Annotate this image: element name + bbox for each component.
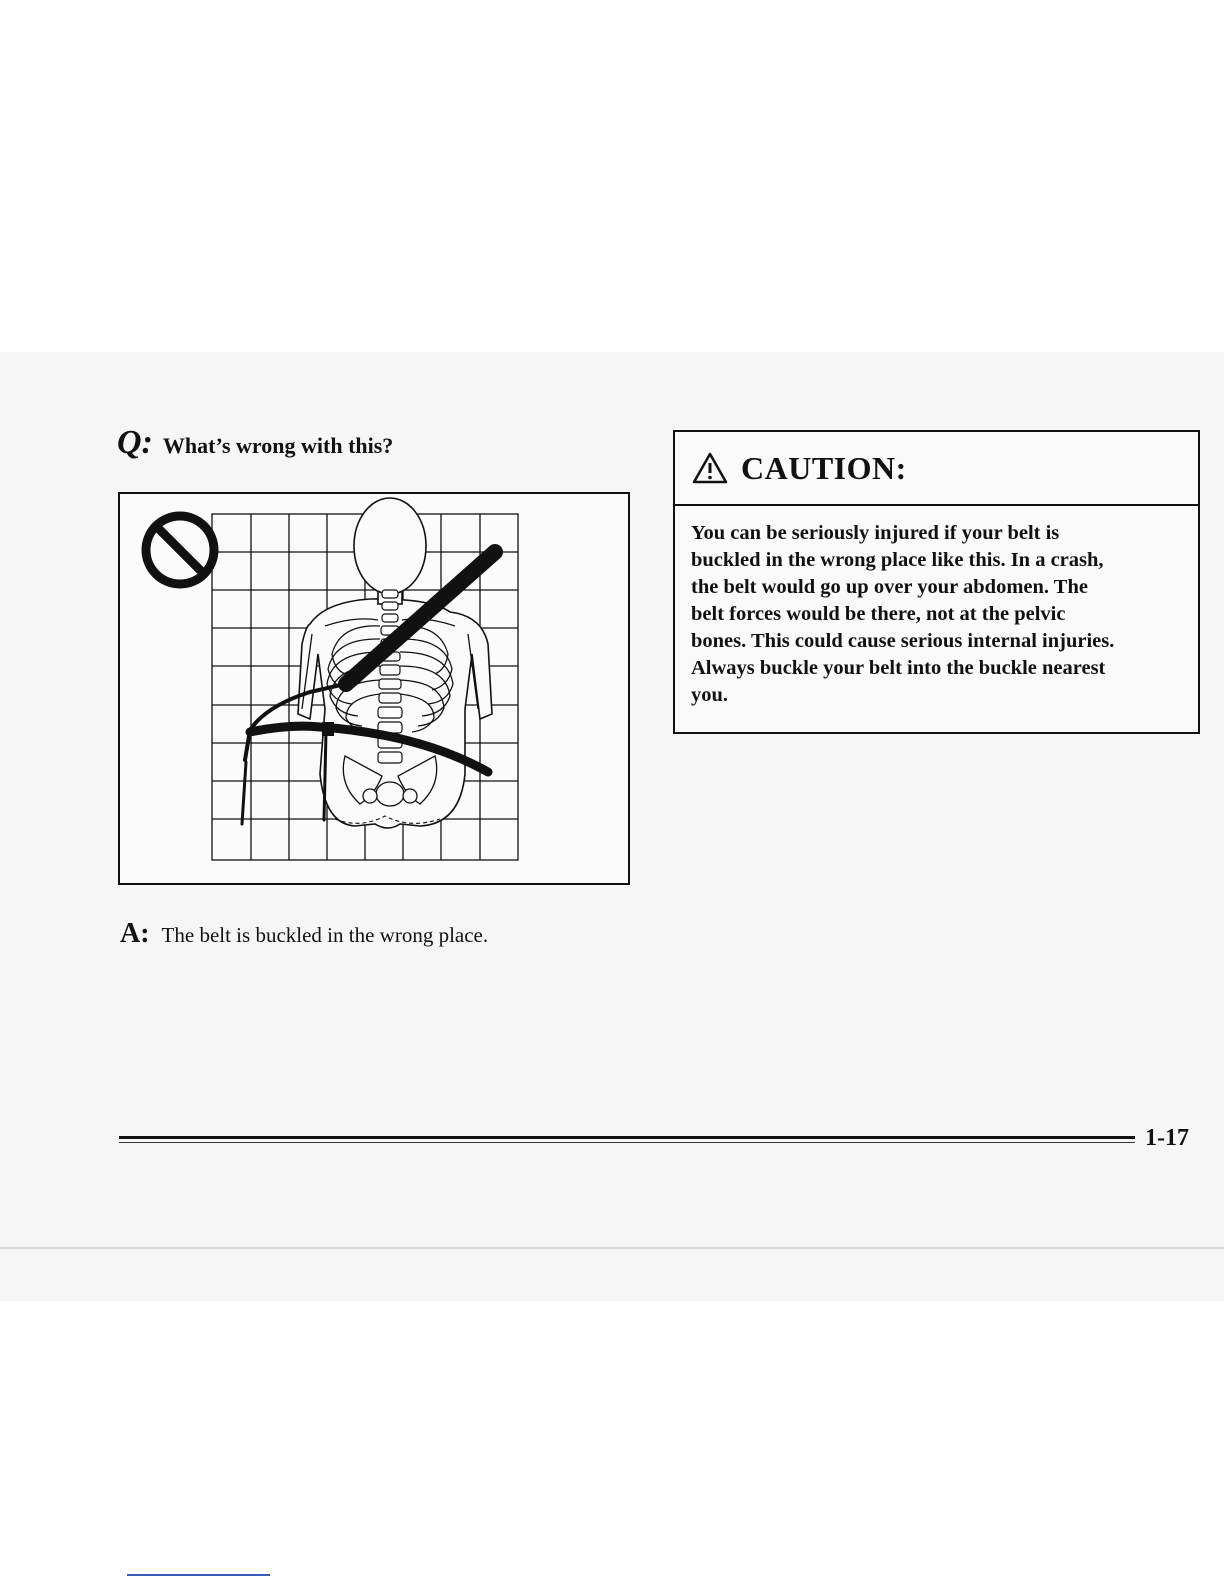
caution-box — [673, 430, 1200, 734]
question-label: Q: — [117, 424, 153, 461]
bottom-link-underline[interactable] — [127, 1574, 270, 1576]
caution-line: You can be seriously injured if your belt is — [691, 522, 1060, 544]
skeleton-seatbelt-drawing — [120, 494, 628, 883]
seatbelt-illustration — [118, 492, 630, 885]
prohibition-icon — [146, 516, 214, 584]
warning-triangle-icon — [691, 451, 729, 485]
answer-text: The belt is buckled in the wrong place. — [161, 923, 489, 947]
buckle — [322, 722, 334, 736]
caution-line: bones. This could cause serious internal injuries. — [691, 630, 1115, 652]
answer-label: A: — [120, 918, 150, 949]
caution-header — [675, 432, 1198, 506]
question-text: What’s wrong with this? — [162, 433, 394, 458]
page-number: 1-17 — [1145, 1125, 1189, 1151]
answer — [120, 918, 488, 950]
question — [117, 424, 393, 462]
caution-line: the belt would go up over your abdomen. The — [691, 576, 1088, 598]
footer-rule-thick — [119, 1136, 1135, 1139]
footer-rule-thin — [119, 1142, 1135, 1143]
page-edge-line — [0, 1247, 1224, 1249]
caution-line: you. — [691, 684, 729, 706]
caution-line: buckled in the wrong place like this. In a crash, — [691, 549, 1104, 571]
caution-line: belt forces would be there, not at the pelvic — [691, 603, 1066, 625]
footer-rule — [119, 1136, 1135, 1144]
caution-title: CAUTION: — [741, 449, 907, 486]
caution-line: Always buckle your belt into the buckle nearest — [691, 657, 1106, 679]
caution-text — [675, 506, 1198, 709]
